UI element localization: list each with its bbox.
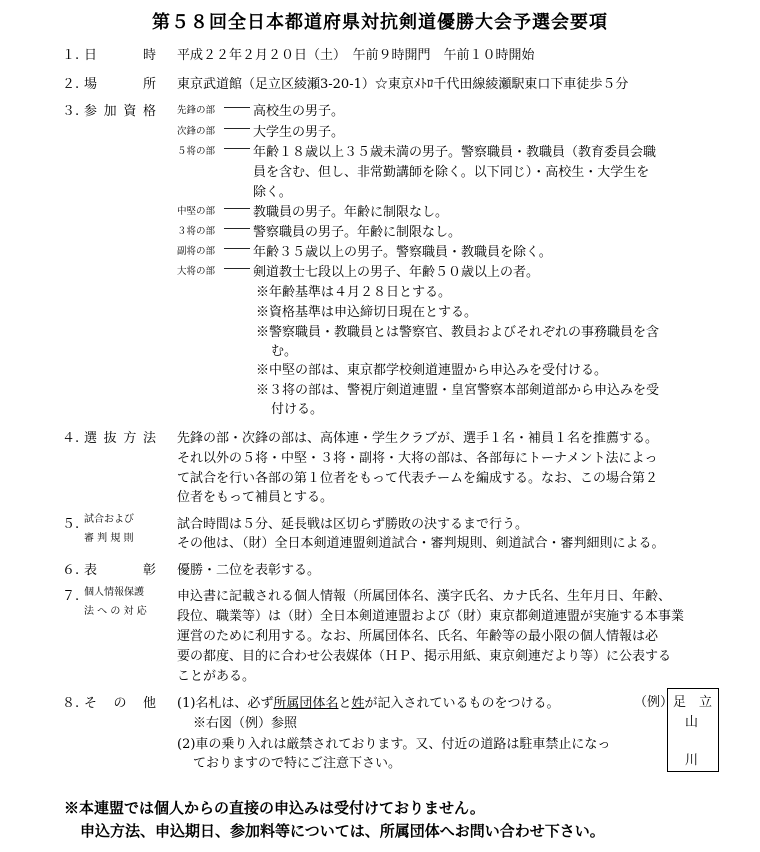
- div-text: 大学生の男子。: [253, 125, 345, 140]
- s3-label: 参 加 資 格: [84, 104, 156, 119]
- s4-line: 先鋒の部・次鋒の部は、高体連・学生クラブが、選手１名・補員１名を推薦する。: [177, 431, 659, 446]
- s5-label: 審 判 規 則: [84, 533, 134, 544]
- s6-text: 優勝・二位を表彰する。: [177, 563, 321, 578]
- s3-note: ※中堅の部は、東京都学校剣道連盟から申込みを受付ける。: [256, 363, 608, 378]
- s4-label: 選 抜 方 法: [84, 431, 156, 446]
- s3-note: む。: [271, 344, 298, 359]
- s4-line: て試合を行い各部の第１位者をもって代表チームを編成する。なお、この場合第２: [177, 471, 659, 486]
- s3-note: 付ける。: [271, 402, 324, 417]
- div-text: 員を含む、但し、非常勤講師を除く。以下同じ）・高校生・大学生を: [253, 165, 650, 180]
- nametag-right-char: 川: [685, 753, 699, 768]
- s6-number: ６.: [62, 563, 80, 578]
- s2-text: 東京武道館（足立区綾瀬3-20-1）☆東京ﾒﾄﾛ千代田線綾瀬駅東口下車徒歩５分: [177, 77, 629, 92]
- s3-number: ３.: [62, 104, 80, 119]
- div-text: 除く。: [253, 185, 292, 200]
- s3-note: ※資格基準は申込締切日現在とする。: [256, 305, 478, 320]
- s8-item2: ておりますので特にご注意下さい。: [193, 756, 402, 771]
- s3-note: ※３将の部は、警視庁剣道連盟・皇宮警察本部剣道部から申込みを受: [256, 383, 660, 398]
- s7-line: 要の都度、目的に合わせ公表媒体（ＨＰ、掲示用紙、東京剣連だより等）に公表する: [177, 649, 672, 664]
- s7-label: 法 へ の 対 応: [84, 606, 147, 617]
- div-text: 警察職員の男子。年齢に制限なし。: [253, 225, 462, 240]
- div-dash: ――: [224, 141, 250, 156]
- div-name: 副将の部: [177, 246, 216, 257]
- page-title: 第５８回全日本都道府県対抗剣道優勝大会予選会要項: [152, 12, 608, 33]
- div-text: 年齢３５歳以上の男子。警察職員・教職員を除く。: [253, 245, 552, 260]
- div-name: 次鋒の部: [177, 126, 216, 137]
- s6-label: 表 彰: [84, 563, 156, 578]
- s3-note: ※警察職員・教職員とは警察官、教員およびそれぞれの事務職員を含: [256, 325, 660, 340]
- nametag-left-char: 足: [673, 695, 687, 710]
- s8-item1: (1)名札は、必ず所属団体名と姓が記入されているものをつける。: [177, 696, 560, 711]
- div-name: ５将の部: [177, 146, 216, 157]
- s7-number: ７.: [62, 589, 80, 604]
- nametag-right-char: 立: [699, 695, 713, 710]
- div-dash: ――: [224, 100, 250, 115]
- s1-label: 日 時: [84, 48, 156, 63]
- s8-number: ８.: [62, 696, 80, 711]
- s5-line: その他は、（財）全日本剣道連盟剣道試合・審判規則、剣道試合・審判細則による。: [177, 536, 665, 551]
- s3-note: ※年齢基準は４月２８日とする。: [256, 285, 452, 300]
- s7-line: ことがある。: [177, 669, 256, 684]
- s7-line: 申込書に記載される個人情報（所属団体名、漢字氏名、カナ氏名、生年月日、年齢、: [177, 589, 672, 604]
- div-text: 剣道教士七段以上の男子、年齢５０歳以上の者。: [253, 265, 540, 280]
- s4-line: 位者をもって補員とする。: [177, 490, 334, 505]
- div-name: 大将の部: [177, 266, 216, 277]
- s7-line: 段位、職業等）は（財）全日本剣道連盟および（財）東京都剣道連盟が実施する本事業: [177, 609, 685, 624]
- s5-line: 試合時間は５分、延長戦は区切らず勝敗の決するまで行う。: [177, 517, 529, 532]
- s7-line: 運営のために利用する。なお、所属団体名、氏名、年齢等の最小限の個人情報は必: [177, 629, 659, 644]
- footer-notice: ※本連盟では個人からの直接の申込みは受付けておりません。: [64, 799, 485, 817]
- div-name: 先鋒の部: [177, 105, 216, 116]
- s2-label: 場 所: [84, 77, 156, 92]
- div-dash: ――: [224, 201, 250, 216]
- s4-line: それ以外の５将・中堅・３将・副将・大将の部は、各部毎にトーナメント法によっ: [177, 451, 658, 466]
- footer-notice: 申込方法、申込期日、参加料等については、所属団体へお問い合わせ下さい。: [80, 822, 605, 840]
- s8-item2: (2)車の乗り入れは厳禁されております。又、付近の道路は駐車禁止になっ: [177, 737, 611, 752]
- div-dash: ――: [224, 261, 250, 276]
- s4-number: ４.: [62, 431, 80, 446]
- s2-number: ２.: [62, 77, 80, 92]
- nametag-example: [667, 688, 719, 772]
- s8-item1-ref: ※右図（例）参照: [193, 716, 298, 731]
- div-text: 年齢１８歳以上３５歳未満の男子。警察職員・教職員（教育委員会職: [253, 145, 657, 160]
- example-label: （例）: [634, 695, 674, 710]
- s1-number: １.: [62, 48, 80, 63]
- div-text: 教職員の男子。年齢に制限なし。: [253, 205, 449, 220]
- nametag-right-char: 山: [685, 715, 699, 730]
- div-dash: ――: [224, 121, 250, 136]
- div-dash: ――: [224, 221, 250, 236]
- s7-label: 個人情報保護: [84, 587, 144, 598]
- div-dash: ――: [224, 241, 250, 256]
- div-name: ３将の部: [177, 226, 216, 237]
- s5-label: 試合および: [84, 514, 134, 525]
- div-name: 中堅の部: [177, 206, 216, 217]
- s5-number: ５.: [62, 517, 80, 532]
- s8-label: そ の 他: [84, 696, 156, 711]
- div-text: 高校生の男子。: [253, 104, 345, 119]
- s1-text: 平成２２年２月２０日（土） 午前９時開門 午前１０時開始: [177, 48, 535, 63]
